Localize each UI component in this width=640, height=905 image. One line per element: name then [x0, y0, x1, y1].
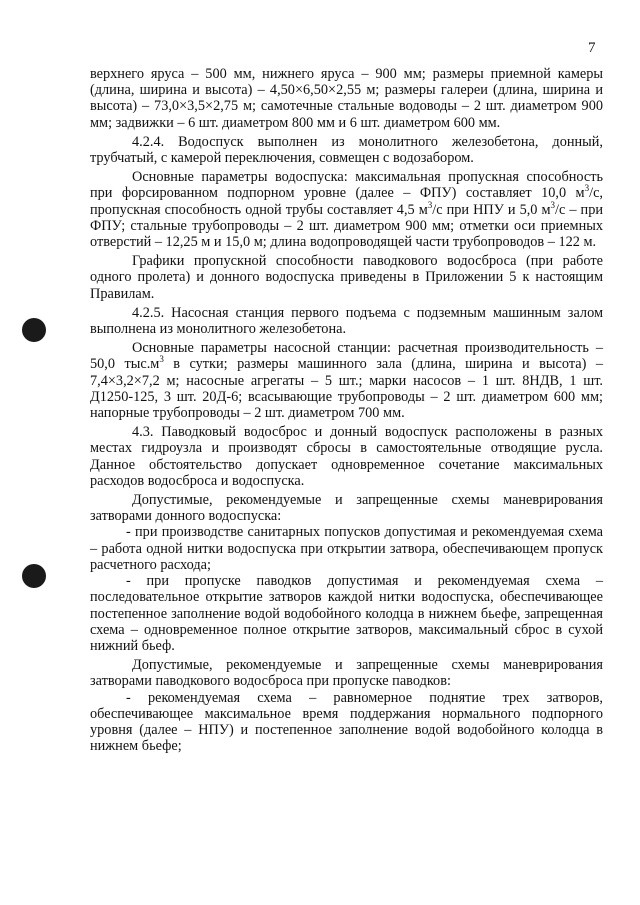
list-item-sanitary-releases: - при производстве санитарных попусков допустимая и рекомендуемая схема – работа одной нитки водоспуска при открытии затвора, обеспечивающем пропуск расчетного расхода; — [90, 524, 603, 573]
binder-hole — [22, 318, 46, 342]
paragraph-4-2-5: 4.2.5. Насосная станция первого подъема с подземным машинным залом выполнена из монолитного железобетона. — [90, 304, 603, 338]
paragraph-outlet-parameters: Основные параметры водоспуска: максимальная пропускная способность при форсированном подпорном уровне (далее – ФПУ) составляет 10,0 $м^3/с$, пропускная способность одной трубы составляет 4,5 $м^3/с$ при НПУ и 5,0 $м^3/с$ – при ФПУ; стальные трубопроводы – 2 шт. диаметром 900 мм; отметки оси приемных отверстий – 12,25 м и 15,0 м; длина водопроводящей части трубопроводов – 122 м. — [90, 169, 604, 251]
paragraph-pump-station-parameters: Основные параметры насосной станции: расчетная производительность – 50,0 $тыс.м^3$ в сутки; размеры машинного зала (длина, ширина и высота) – 7,4×3,2×7,2 м; насосные агрегаты – 5 шт.; марки насосов – 1 шт. 8НДВ, 1 шт. Д1250-125, 3 шт. 20Д-6; всасывающие трубопроводы – 2 шт. диаметром 600 мм; напорные трубопроводы – 2 шт. диаметром 700 мм. — [90, 340, 603, 422]
page-number: 7 — [588, 40, 596, 56]
paragraph-4-2-4: 4.2.4. Водоспуск выполнен из монолитного железобетона, донный, трубчатый, с камерой переключения, совмещен с водозабором. — [90, 133, 603, 167]
list-item-recommended-scheme: - рекомендуемая схема – равномерное поднятие трех затворов, обеспечивающее максимальное время поддержания нормального подпорного уровня (далее – НПУ) и постепенное заполнение водой водобойного колодца в нижнем бьефе; — [90, 689, 603, 755]
document-body — [90, 66, 603, 754]
list-item-flood-pass: - при пропуске паводков допустимая и рекомендуемая схема – последовательное открытие затворов каждой нитки водоспуска, обеспечивающее постепенное заполнение водой водобойного колодца в нижнем бьефе, запрещенная схема – одновременное полное открытие затворов, максимальный сброс в сухой нижний бьеф. — [90, 573, 603, 654]
binder-hole — [22, 564, 46, 588]
paragraph-spillway-schemes-intro: Допустимые, рекомендуемые и запрещенные схемы маневрирования затворами паводкового водосброса при пропуске паводков: — [90, 657, 603, 690]
paragraph-outlet-schemes-intro: Допустимые, рекомендуемые и запрещенные схемы маневрирования затворами донного водоспуска: — [90, 492, 603, 525]
paragraph-galleries: верхнего яруса – 500 мм, нижнего яруса – 900 мм; размеры приемной камеры (длина, ширина и высота) – 4,50×6,50×2,55 м; размеры галереи (длина, ширина и высота) – 73,0×3,5×2,75 м; самотечные стальные водоводы – 2 шт. диаметром 900 мм; задвижки – 6 шт. диаметром 800 мм и 6 шт. диаметром 600 мм. — [90, 66, 603, 131]
paragraph-capacity-charts: Графики пропускной способности паводкового водосброса (при работе одного пролета) и донного водоспуска приведены в Приложении 5 к настоящим Правилам. — [90, 253, 603, 302]
paragraph-4-3: 4.3. Паводковый водосброс и донный водоспуск расположены в разных местах гидроузла и производят сбросы в самостоятельные отводящие русла. Данное обстоятельство допускает одновременное сочетание максимальных расходов водосброса и водоспуска. — [90, 424, 603, 489]
